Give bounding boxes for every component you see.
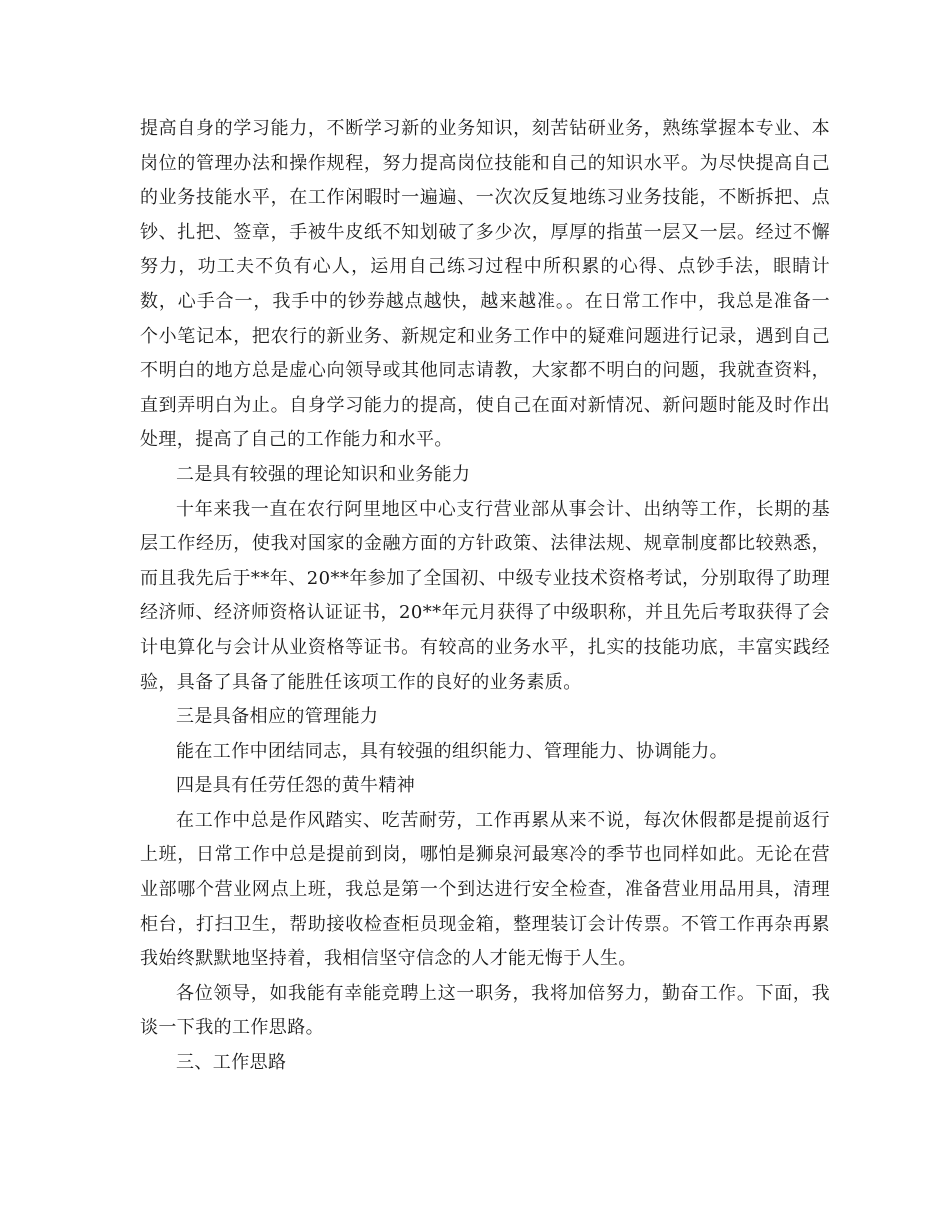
paragraph-study-ability: 提高自身的学习能力，不断学习新的业务知识，刻苦钻研业务，熟练掌握本专业、本岗位的管理办法和操作规程，努力提高岗位技能和自己的知识水平。为尽快提高自己的业务技能水平，在工作闲暇时一遍遍、一次次反复地练习业务技能，不断拆把、点钞、扎把、签章，手被牛皮纸不知划破了多少次，厚厚的指茧一层又一层。经过不懈努力，功工夫不负有心人，运用自己练习过程中所积累的心得、点钞手法，眼睛计数，心手合一，我手中的钞券越点越快，越来越准。。在日常工作中，我总是准备一个小笔记本，把农行的新业务、新规定和业务工作中的疑难问题进行记录，遇到自己不明白的地方总是虚心向领导或其他同志请教，大家都不明白的问题，我就查资料，直到弄明白为止。自身学习能力的提高，使自己在面对新情况、新问题时能及时作出处理，提高了自己的工作能力和水平。: [140, 118, 830, 451]
paragraph-diligence: 在工作中总是作风踏实、吃苦耐劳，工作再累从来不说，每次休假都是提前返行上班，日常工作中总是提前到岗，哪怕是狮泉河最寒冷的季节也同样如此。无论在营业部哪个营业网点上班，我总是第一个到达进行安全检查，准备营业用品用具，清理柜台，打扫卫生，帮助接收检查柜员现金箱，整理装订会计传票。不管工作再杂再累我始终默默地坚持着，我相信坚守信念的人才能无悔于人生。: [140, 809, 830, 970]
paragraph-management-ability: 能在工作中团结同志，具有较强的组织能力、管理能力、协调能力。: [176, 740, 728, 762]
paragraph-work-experience: 十年来我一直在农行阿里地区中心支行营业部从事会计、出纳等工作，长期的基层工作经历，使我对国家的金融方面的方针政策、法律法规、规章制度都比较熟悉，而且我先后于**年、20**年参加了全国初、中级专业技术资格考试，分别取得了助理经济师、经济师资格认证证书，20**年元月获得了中级职称，并且先后考取获得了会计电算化与会计从业资格等证书。有较高的业务水平，扎实的技能功底，丰富实践经验，具备了具备了能胜任该项工作的良好的业务素质。: [140, 498, 830, 693]
heading-theory-knowledge: 二是具有较强的理论知识和业务能力: [176, 463, 471, 485]
heading-work-plan: 三、工作思路: [176, 1052, 287, 1074]
heading-diligence: 四是具有任劳任怨的黄牛精神: [176, 775, 416, 797]
document-body: [140, 112, 830, 1081]
paragraph-closing: 各位领导，如我能有幸能竞聘上这一职务，我将加倍努力，勤奋工作。下面，我谈一下我的工作思路。: [140, 982, 830, 1039]
heading-management-ability: 三是具备相应的管理能力: [176, 706, 379, 728]
